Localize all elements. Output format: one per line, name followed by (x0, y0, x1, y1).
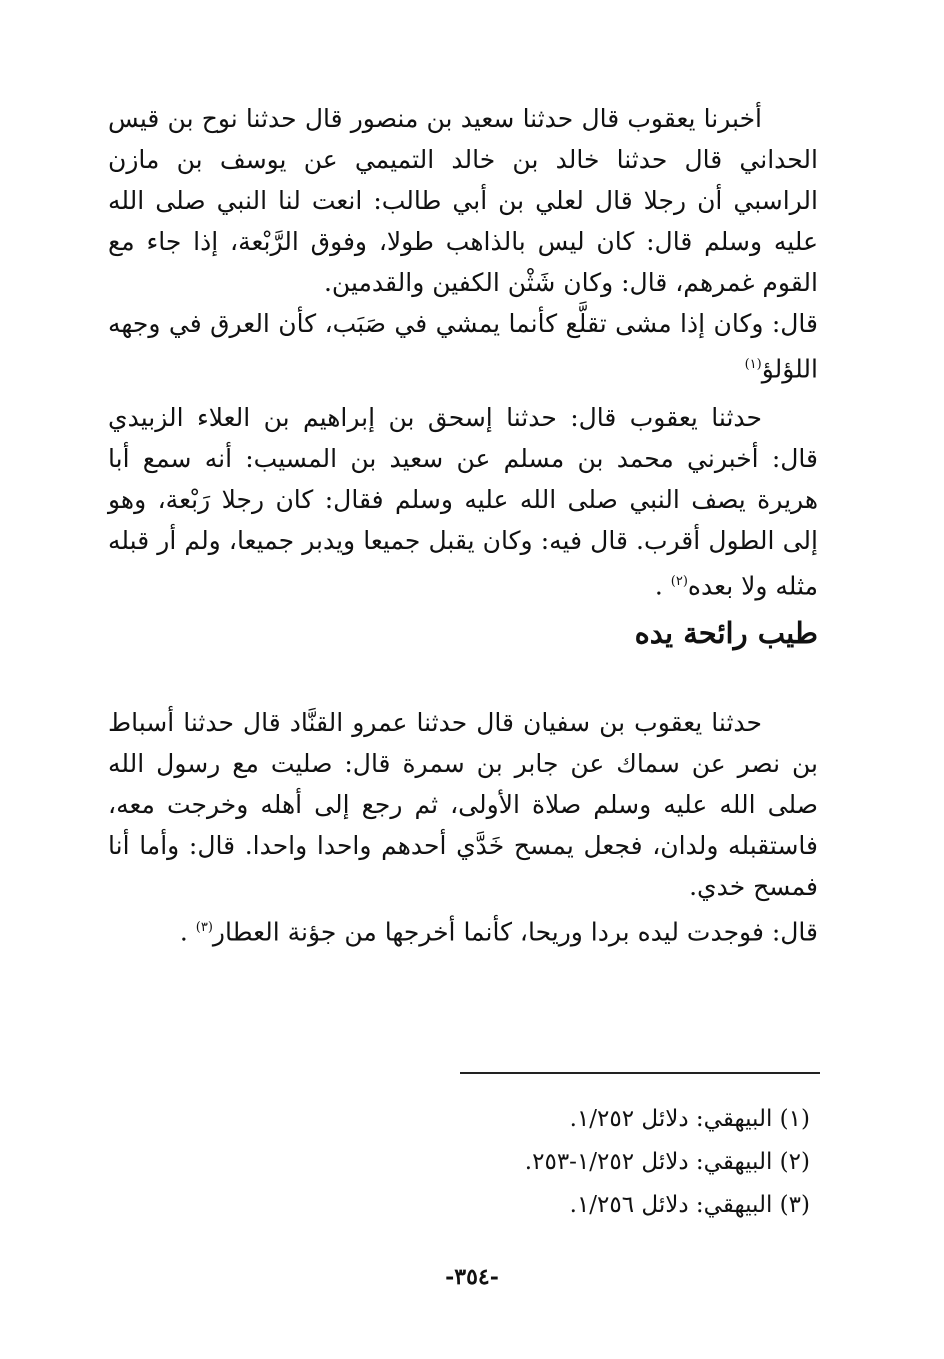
footnote-ref-1: (١) (744, 357, 762, 372)
paragraph-2 (108, 303, 818, 389)
footnote-ref-3: (٣) (195, 920, 213, 935)
paragraph-5-end: . (179, 917, 196, 947)
paragraph-4: حدثنا يعقوب بن سفيان قال حدثنا عمرو القنَّاد قال حدثنا أسباط بن نصر عن سماك عن جابر بن سمرة قال: صليت مع رسول الله صلى الله عليه وسلم صلاة الأولى، ثم رجع إلى أهله وخرجت معه، فاستقبله ولدان، فجعل يمسح خَدَّي أحدهم واحدا واحدا. قال: وأما أنا فمسح خدي. (108, 708, 818, 901)
paragraph-5-text: قال: فوجدت ليده بردا وريحا، كأنما أخرجها من جؤنة العطار (212, 917, 818, 947)
paragraph-1: أخبرنا يعقوب قال حدثنا سعيد بن منصور قال حدثنا نوح بن قيس الحداني قال حدثنا خالد بن خالد التميمي عن يوسف بن مازن الراسبي أن رجلا قال لعلي بن أبي طالب: انعت لنا النبي صلى الله عليه وسلم قال: كان ليس بالذاهب طولا، وفوق الرَّبْعة، إذا جاء مع القوم غمرهم، قال: وكان شَثْن الكفين والقدمين. (108, 104, 818, 297)
section-heading: طيب رائحة يده (634, 616, 818, 650)
footnote-divider (460, 1072, 820, 1074)
paragraph-5 (108, 907, 818, 952)
footnote-3: (٣) البيهقي: دلائل ١/٢٥٦. (569, 1192, 810, 1218)
footnote-1: (١) البيهقي: دلائل ١/٢٥٢. (569, 1106, 810, 1132)
footnotes (290, 1098, 810, 1227)
footnote-2: (٢) البيهقي: دلائل ١/٢٥٢-٢٥٣. (524, 1149, 810, 1175)
paragraph-2-text: قال: وكان إذا مشى تقلَّع كأنما يمشي في صَبَب، كأن العرق في وجهه اللؤلؤ (108, 309, 818, 384)
footnote-ref-2: (٢) (670, 574, 688, 590)
page-number: -٣٥٤- (445, 1264, 499, 1290)
section-2-body (108, 702, 818, 952)
section-1-body (108, 98, 818, 607)
paragraph-3-end: . (654, 571, 671, 601)
paragraph-3 (108, 397, 818, 606)
paragraph-3-text: حدثنا يعقوب قال: حدثنا إسحق بن إبراهيم بن العلاء الزبيدي قال: أخبرني محمد بن مسلم عن سعيد بن المسيب: أنه سمع أبا هريرة يصف النبي صلى الله عليه وسلم فقال: كان رجلا رَبْعة، وهو إلى الطول أقرب. قال فيه: وكان يقبل جميعا ويدبر جميعا، ولم أر قبله مثله ولا بعده (108, 403, 818, 601)
